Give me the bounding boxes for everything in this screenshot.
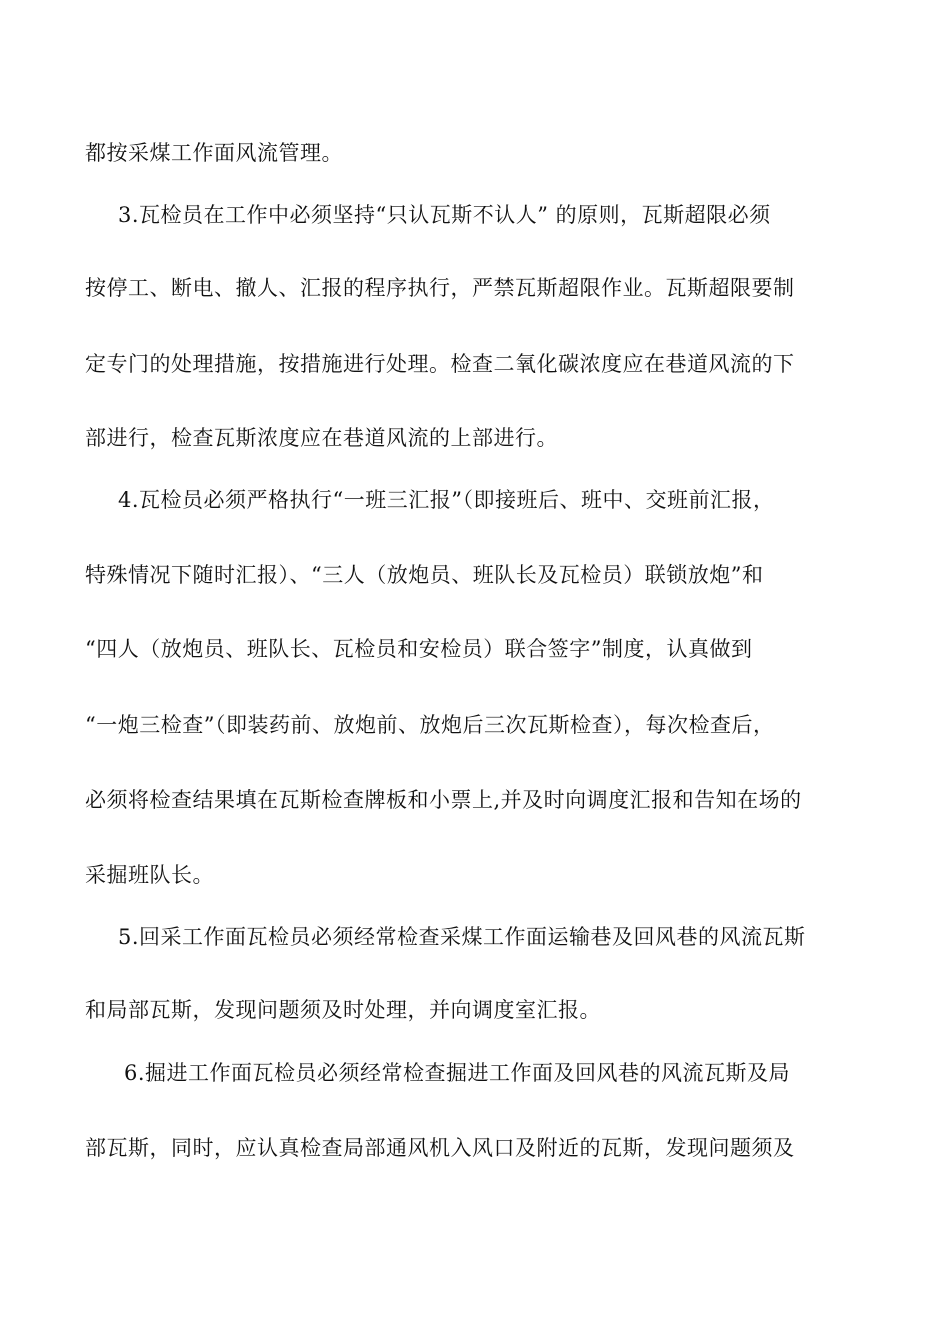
item-4-line-4: “一炮三检查”（即装药前、放炮前、放炮后三次瓦斯检查），每次检查后， <box>85 713 775 737</box>
item-4-line-2: 特殊情况下随时汇报）、“三人（放炮员、班队长及瓦检员）联锁放炮”和 <box>85 563 764 587</box>
item-5-line-2: 和局部瓦斯，发现问题须及时处理，并向调度室汇报。 <box>85 998 601 1022</box>
item-3-line-4: 部进行，检查瓦斯浓度应在巷道风流的上部进行。 <box>85 426 558 450</box>
item-4-line-5: 必须将检查结果填在瓦斯检查牌板和小票上,并及时向调度汇报和告知在场的 <box>85 788 802 812</box>
item-6-line-1: 6.掘进工作面瓦检员必须经常检查掘进工作面及回风巷的风流瓦斯及局 <box>124 1061 791 1085</box>
item-6-line-2: 部瓦斯，同时，应认真检查局部通风机入风口及附近的瓦斯，发现问题须及 <box>85 1136 795 1160</box>
item-3-line-2: 按停工、断电、撤人、汇报的程序执行，严禁瓦斯超限作业。瓦斯超限要制 <box>85 276 795 300</box>
item-3-line-3: 定专门的处理措施，按措施进行处理。检查二氧化碳浓度应在巷道风流的下 <box>85 352 795 376</box>
item-4-line-6: 采掘班队长。 <box>85 863 214 887</box>
item-4-line-1: 4.瓦检员必须严格执行“一班三汇报”（即接班后、班中、交班前汇报， <box>118 488 775 512</box>
item-5-line-1: 5.回采工作面瓦检员必须经常检查采煤工作面运输巷及回风巷的风流瓦斯 <box>118 925 806 949</box>
item-3-line-1: 3.瓦检员在工作中必须坚持“只认瓦斯不认人” 的原则，瓦斯超限必须 <box>118 203 771 227</box>
item-4-line-3: “四人（放炮员、班队长、瓦检员和安检员）联合签字”制度，认真做到 <box>85 637 753 661</box>
text-line-1: 都按采煤工作面风流管理。 <box>85 141 343 165</box>
